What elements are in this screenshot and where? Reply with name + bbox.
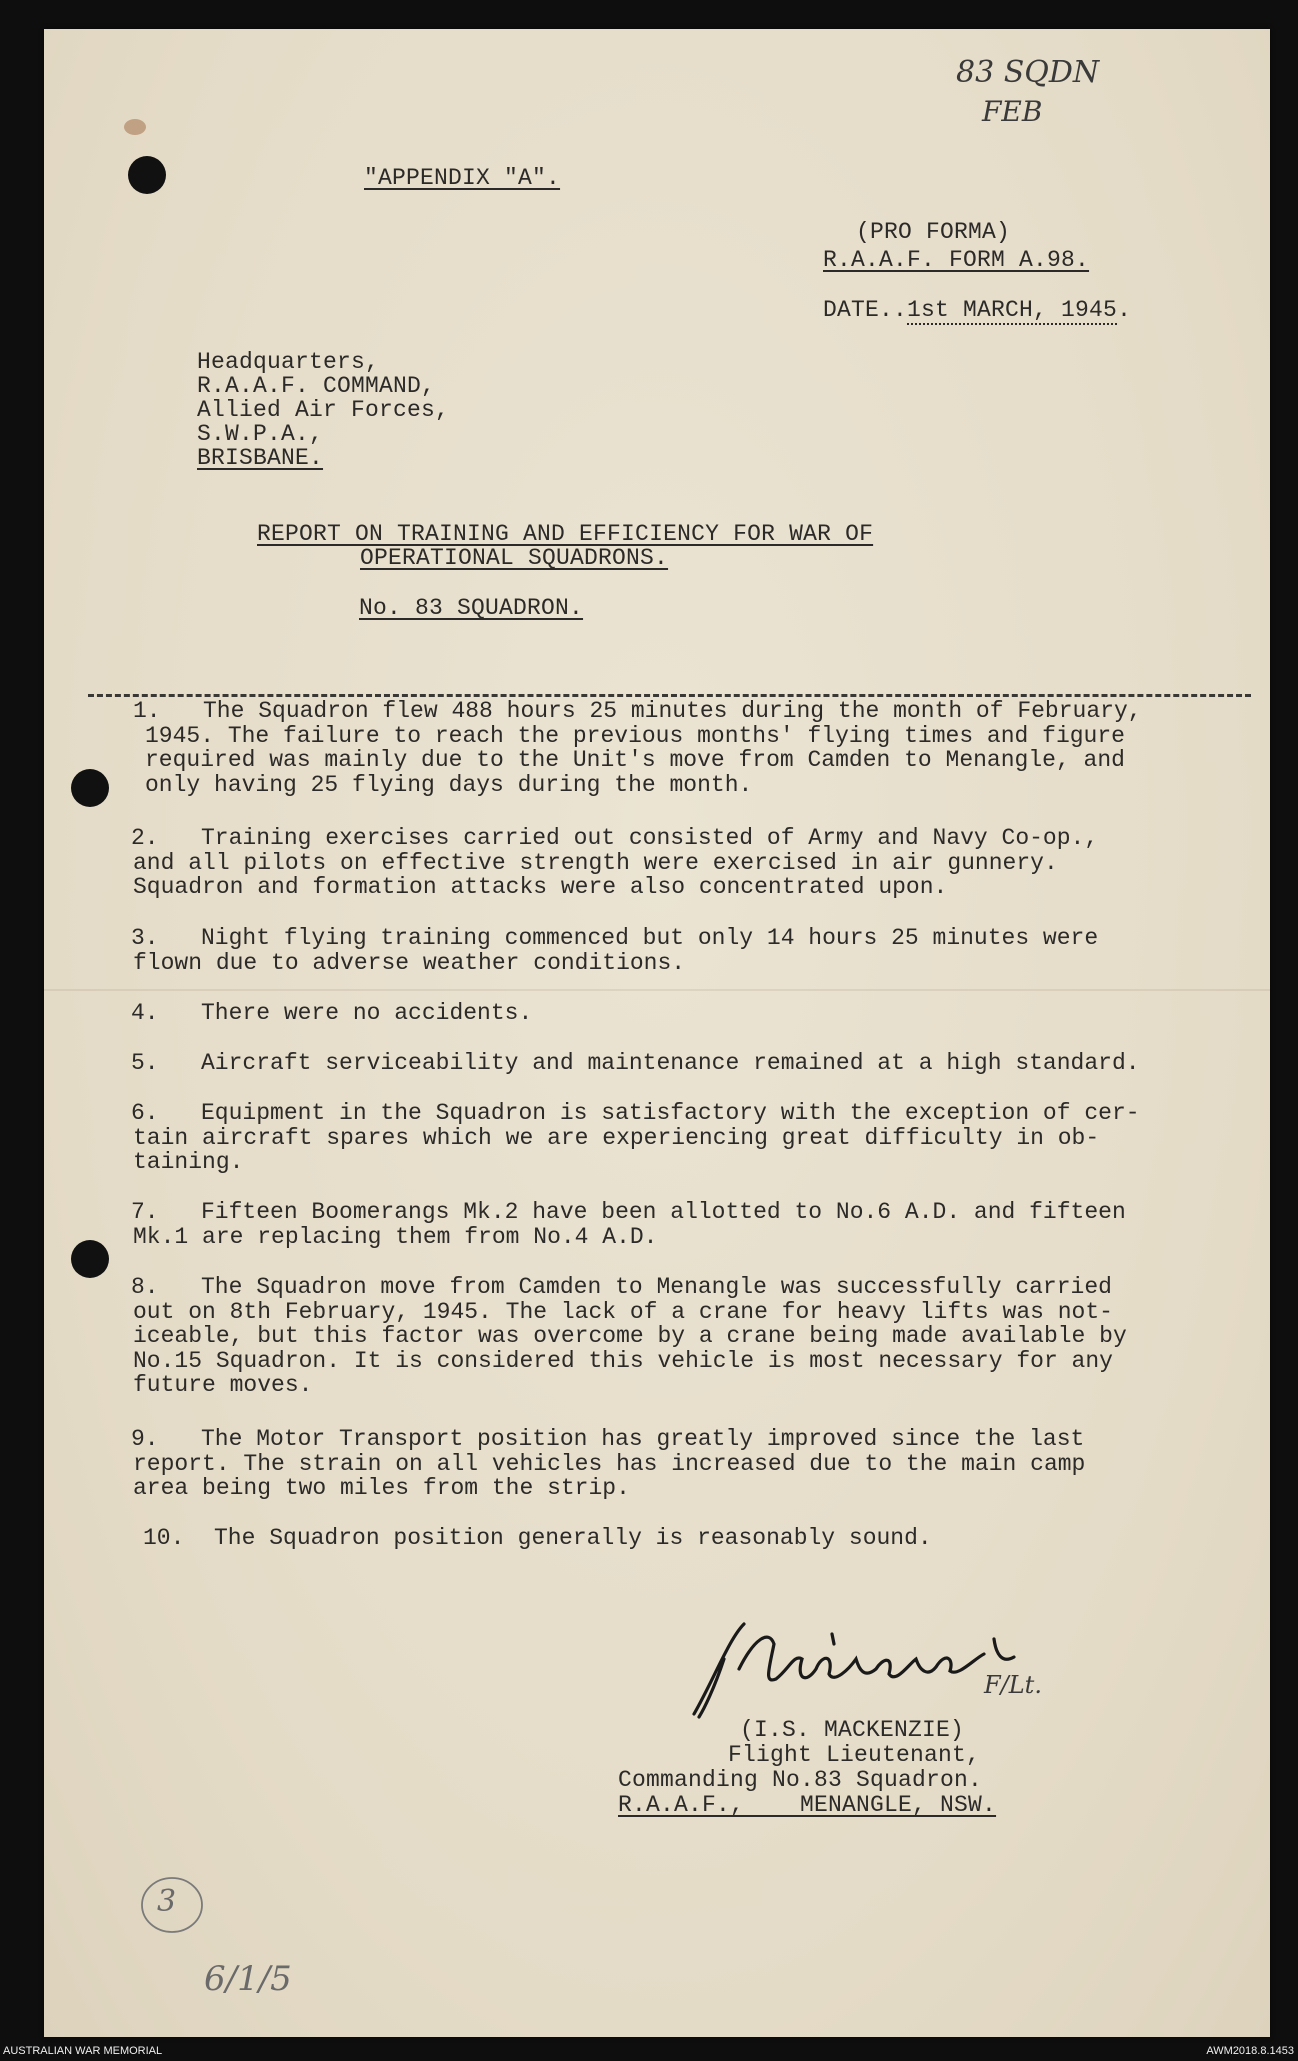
paragraph-continuation: flown due to adverse weather conditions. (133, 949, 686, 976)
paragraph (133, 1275, 1243, 1398)
handwritten-squadron-note: 83 SQDN (956, 55, 1100, 90)
form-number: R.A.A.F. FORM A.98. (823, 247, 1090, 273)
paragraph-first-line: Equipment in the Squadron is satisfactory with the exception of cer- (201, 1100, 1140, 1126)
paragraph-number: 2. (131, 825, 159, 851)
signatory-rank: Flight Lieutenant, (728, 1742, 981, 1768)
paragraph-continuation: report. The strain on all vehicles has increased due to the main camp area being two miles from the strip. (133, 1450, 1086, 1501)
report-title-line1: REPORT ON TRAINING AND EFFICIENCY FOR WAR OF (257, 521, 874, 547)
archive-footer (0, 2042, 1298, 2061)
paragraph (133, 1051, 1243, 1076)
paragraph-number: 7. (131, 1199, 159, 1225)
squadron-heading: No. 83 SQUADRON. (359, 595, 584, 621)
paragraph-number: 5. (131, 1050, 159, 1076)
punch-hole (71, 769, 109, 807)
paragraph-number: 3. (131, 925, 159, 951)
paragraph (133, 1526, 1243, 1551)
address-line: Headquarters, (197, 349, 380, 375)
punch-hole (128, 156, 166, 194)
dashed-divider (88, 694, 1251, 697)
paragraph-continuation: Mk.1 are replacing them from No.4 A.D. (133, 1223, 658, 1250)
date-suffix: . (1117, 297, 1132, 323)
paragraph-first-line: The Motor Transport position has greatly improved since the last (201, 1426, 1085, 1452)
paragraph-first-line: There were no accidents. (201, 1000, 533, 1026)
date-value: 1st MARCH, 1945 (907, 297, 1118, 323)
address-city: BRISBANE. (197, 445, 324, 471)
date-prefix: DATE.. (823, 297, 908, 323)
paragraph-number: 4. (131, 1000, 159, 1026)
paragraph-continuation: and all pilots on effective strength were exercised in air gunnery. Squadron and formation attacks were also concentrated upon. (133, 849, 1058, 900)
paragraph-continuation: 1945. The failure to reach the previous months' flying times and figure required was mainly due to the Unit's move from Camden to Menangle, and only having 25 flying days during the month. (145, 722, 1125, 798)
handwritten-date: 6/1/5 (204, 1959, 292, 1999)
signatory-command: Commanding No.83 Squadron. (618, 1767, 983, 1793)
paragraph-first-line: The Squadron move from Camden to Menangle was successfully carried (201, 1274, 1112, 1300)
paragraph-first-line: The Squadron flew 488 hours 25 minutes during the month of February, (203, 698, 1142, 724)
paragraph (133, 1200, 1243, 1249)
footer-institution: AUSTRALIAN WAR MEMORIAL (3, 2045, 163, 2057)
paragraph-first-line: Aircraft serviceability and maintenance remained at a high standard. (201, 1050, 1140, 1076)
paragraph (133, 826, 1243, 900)
footer-accession-number: AWM2018.8.1453 (1206, 2045, 1294, 2057)
circled-number: 3 (157, 1884, 177, 1919)
rank-handwritten: F/Lt. (984, 1671, 1042, 1699)
document-page (44, 29, 1270, 2037)
paragraph-first-line: Night flying training commenced but only 14 hours 25 minutes were (201, 925, 1099, 951)
paragraph-number: 1. (133, 698, 161, 724)
fold-crease (44, 989, 1270, 991)
paragraph-first-line: Training exercises carried out consisted of Army and Navy Co-op., (201, 825, 1099, 851)
pro-forma-label: (PRO FORMA) (856, 219, 1011, 245)
date-line (823, 297, 1131, 323)
report-title-line2: OPERATIONAL SQUADRONS. (360, 545, 669, 571)
address-line: S.W.P.A., (197, 421, 324, 447)
paragraph-number: 10. (143, 1525, 185, 1551)
paragraph-number: 8. (131, 1274, 159, 1300)
paragraph-continuation: out on 8th February, 1945. The lack of a crane for heavy lifts was not- iceable, but this factor was overcome by a crane being made available by No.15 Squadron. It is considered this vehicle is most necessary for any future moves. (133, 1298, 1127, 1398)
address-line: Allied Air Forces, (197, 397, 450, 423)
paragraph-number: 9. (131, 1426, 159, 1452)
handwritten-month-note: FEB (982, 95, 1043, 128)
paragraph (133, 1001, 1243, 1026)
paragraph-continuation: tain aircraft spares which we are experiencing great difficulty in ob- taining. (133, 1124, 1100, 1175)
signatory-location: R.A.A.F., MENANGLE, NSW. (618, 1792, 997, 1818)
paragraph (133, 1427, 1243, 1501)
paragraph (133, 1101, 1243, 1175)
paragraph-number: 6. (131, 1100, 159, 1126)
punch-hole (71, 1240, 109, 1278)
address-line: R.A.A.F. COMMAND, (197, 373, 436, 399)
appendix-heading: "APPENDIX "A". (364, 165, 561, 191)
signature (684, 1599, 1084, 1729)
paragraph (133, 699, 1243, 797)
paragraph-first-line: Fifteen Boomerangs Mk.2 have been allotted to No.6 A.D. and fifteen (201, 1199, 1126, 1225)
rust-stain (124, 119, 146, 135)
signatory-name: (I.S. MACKENZIE) (740, 1717, 965, 1743)
paragraph-first-line: The Squadron position generally is reasonably sound. (214, 1525, 932, 1551)
paragraph (133, 926, 1243, 975)
